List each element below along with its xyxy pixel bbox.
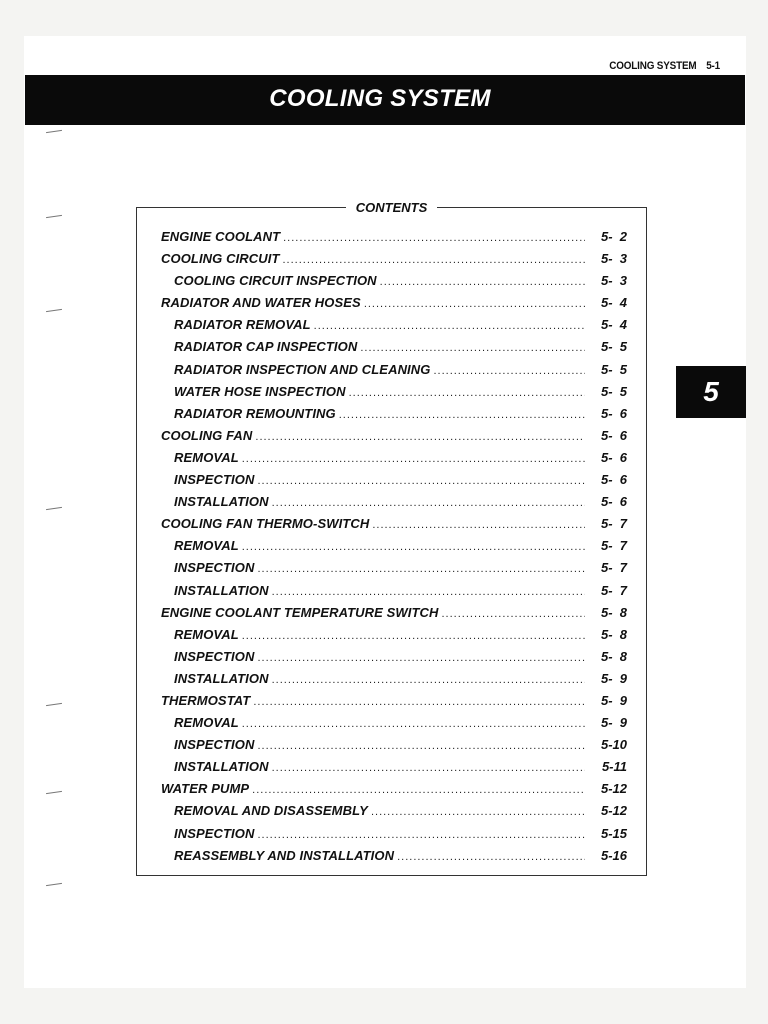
toc-entry <box>161 295 627 317</box>
toc-entry-title: INSTALLATION <box>174 494 269 510</box>
toc-entry-page: 5- 7 <box>600 560 627 576</box>
chapter-tab: 5 <box>676 366 746 418</box>
toc-entry <box>161 715 627 737</box>
toc-entry <box>161 362 627 384</box>
toc-entry-title: RADIATOR CAP INSPECTION <box>174 339 358 355</box>
toc-entry-title: INSPECTION <box>174 560 255 576</box>
toc-dot-leader <box>339 409 585 421</box>
toc-dot-leader <box>272 762 585 774</box>
toc-entry <box>161 384 627 406</box>
toc-entry <box>161 560 627 582</box>
running-head <box>609 60 720 72</box>
toc-dot-leader <box>257 563 585 575</box>
toc-entry-title: INSTALLATION <box>174 759 269 775</box>
toc-entry <box>161 406 627 428</box>
toc-entry <box>161 472 627 494</box>
toc-entry-page: 5- 6 <box>600 449 627 465</box>
toc-entry <box>161 339 627 361</box>
toc-entry-title: COOLING CIRCUIT INSPECTION <box>174 273 377 289</box>
toc-entry-page: 5-16 <box>600 847 627 863</box>
toc-entry <box>161 781 627 803</box>
toc-entry-title: COOLING FAN <box>161 427 253 443</box>
toc-entry-title: REASSEMBLY AND INSTALLATION <box>174 847 395 863</box>
toc-entry-page: 5- 8 <box>600 626 627 642</box>
contents-box <box>136 200 647 876</box>
toc-entry-page: 5-12 <box>600 803 627 819</box>
toc-entry-title: WATER PUMP <box>161 781 250 797</box>
toc-entry <box>161 538 627 560</box>
toc-dot-leader <box>380 276 585 288</box>
toc-entry-title: INSTALLATION <box>174 670 269 686</box>
toc-entry <box>161 759 627 781</box>
toc-dot-leader <box>397 851 585 863</box>
toc-entry-title: COOLING CIRCUIT <box>161 251 280 267</box>
toc-entry-page: 5- 7 <box>600 538 627 554</box>
toc-entry-page: 5-11 <box>601 759 627 775</box>
toc-entry-title: COOLING FAN THERMO-SWITCH <box>161 516 370 532</box>
toc-entry <box>161 273 627 295</box>
toc-entry-title: INSTALLATION <box>174 582 269 598</box>
toc-entry-page: 5-12 <box>600 781 627 797</box>
contents-heading-label: CONTENTS <box>346 200 438 215</box>
toc-entry <box>161 251 627 273</box>
toc-entry <box>161 848 627 870</box>
toc-entry <box>161 737 627 759</box>
toc-dot-leader <box>364 298 585 310</box>
toc-entry-page: 5- 7 <box>600 582 627 598</box>
toc-entry-title: INSPECTION <box>174 648 255 664</box>
toc-dot-leader <box>360 342 585 354</box>
toc-entry <box>161 428 627 450</box>
toc-entry-page: 5- 6 <box>600 472 627 488</box>
toc-entry-title: REMOVAL AND DISASSEMBLY <box>174 803 368 819</box>
toc-dot-leader <box>371 806 585 818</box>
toc-dot-leader <box>433 365 585 377</box>
toc-entry-title: REMOVAL <box>174 626 239 642</box>
toc-entry-title: RADIATOR AND WATER HOSES <box>161 295 361 311</box>
toc-entry <box>161 229 627 251</box>
toc-entry <box>161 693 627 715</box>
toc-entry <box>161 450 627 472</box>
toc-entry <box>161 516 627 538</box>
toc-dot-leader <box>372 519 585 531</box>
toc-entry-title: REMOVAL <box>174 449 239 465</box>
title-bar <box>25 75 745 125</box>
toc-entry-page: 5- 5 <box>600 383 627 399</box>
contents-heading <box>137 199 646 217</box>
toc-dot-leader <box>257 740 585 752</box>
toc-entry <box>161 317 627 339</box>
toc-entry-title: RADIATOR REMOUNTING <box>174 405 336 421</box>
toc-entry <box>161 605 627 627</box>
toc-dot-leader <box>253 696 585 708</box>
toc-entry-page: 5- 8 <box>600 604 627 620</box>
toc-entry-page: 5- 9 <box>600 692 627 708</box>
running-head-section: COOLING SYSTEM <box>609 60 697 72</box>
toc-entry-page: 5- 4 <box>600 317 627 333</box>
toc-dot-leader <box>272 497 585 509</box>
toc-entry-page: 5- 7 <box>600 516 627 532</box>
toc-entry-title: INSPECTION <box>174 737 255 753</box>
toc-entry-title: WATER HOSE INSPECTION <box>174 383 346 399</box>
toc-entry-title: ENGINE COOLANT TEMPERATURE SWITCH <box>161 604 439 620</box>
toc-entry-page: 5- 6 <box>600 494 627 510</box>
toc-dot-leader <box>349 387 585 399</box>
toc-entry-page: 5- 4 <box>600 295 627 311</box>
toc-entry <box>161 803 627 825</box>
toc-entry-page: 5- 9 <box>600 670 627 686</box>
toc-dot-leader <box>242 630 585 642</box>
toc-dot-leader <box>252 784 585 796</box>
toc-entry-page: 5- 9 <box>600 715 627 731</box>
toc-dot-leader <box>242 453 585 465</box>
toc-entry-title: RADIATOR INSPECTION AND CLEANING <box>174 361 431 377</box>
toc-dot-leader <box>242 541 585 553</box>
toc-entry-page: 5- 6 <box>600 405 627 421</box>
toc-entry <box>161 826 627 848</box>
toc-entry-title: REMOVAL <box>174 715 239 731</box>
toc-entry <box>161 627 627 649</box>
toc-entry-page: 5- 3 <box>600 273 627 289</box>
toc-entry-title: ENGINE COOLANT <box>161 229 281 244</box>
toc-entry-title: INSPECTION <box>174 472 255 488</box>
toc-entry-page: 5- 5 <box>600 361 627 377</box>
toc-entry-title: INSPECTION <box>174 825 255 841</box>
toc-entry <box>161 583 627 605</box>
toc-entry-page: 5-10 <box>600 737 627 753</box>
toc-dot-leader <box>442 608 586 620</box>
toc-entry-page: 5- 5 <box>600 339 627 355</box>
toc-dot-leader <box>257 475 585 487</box>
toc-dot-leader <box>257 829 585 841</box>
toc-entry <box>161 494 627 516</box>
toc-dot-leader <box>257 652 585 664</box>
toc-dot-leader <box>255 431 585 443</box>
toc-entry-page: 5- 6 <box>600 427 627 443</box>
toc-entry-page: 5- 8 <box>600 648 627 664</box>
toc-entry-page: 5-15 <box>600 825 627 841</box>
toc-entry-title: RADIATOR REMOVAL <box>174 317 311 333</box>
toc-list <box>161 229 627 870</box>
toc-entry <box>161 649 627 671</box>
running-head-page: 5-1 <box>706 60 720 72</box>
toc-entry-page: 5- 3 <box>600 251 627 267</box>
toc-entry-title: REMOVAL <box>174 538 239 554</box>
toc-dot-leader <box>283 254 586 266</box>
toc-dot-leader <box>314 320 585 332</box>
page-title: COOLING SYSTEM <box>269 85 491 112</box>
toc-dot-leader <box>272 586 585 598</box>
toc-dot-leader <box>283 232 585 244</box>
toc-entry-page: 5- 2 <box>600 229 627 244</box>
toc-entry <box>161 671 627 693</box>
toc-dot-leader <box>272 674 585 686</box>
toc-dot-leader <box>242 718 585 730</box>
toc-entry-title: THERMOSTAT <box>161 692 251 708</box>
